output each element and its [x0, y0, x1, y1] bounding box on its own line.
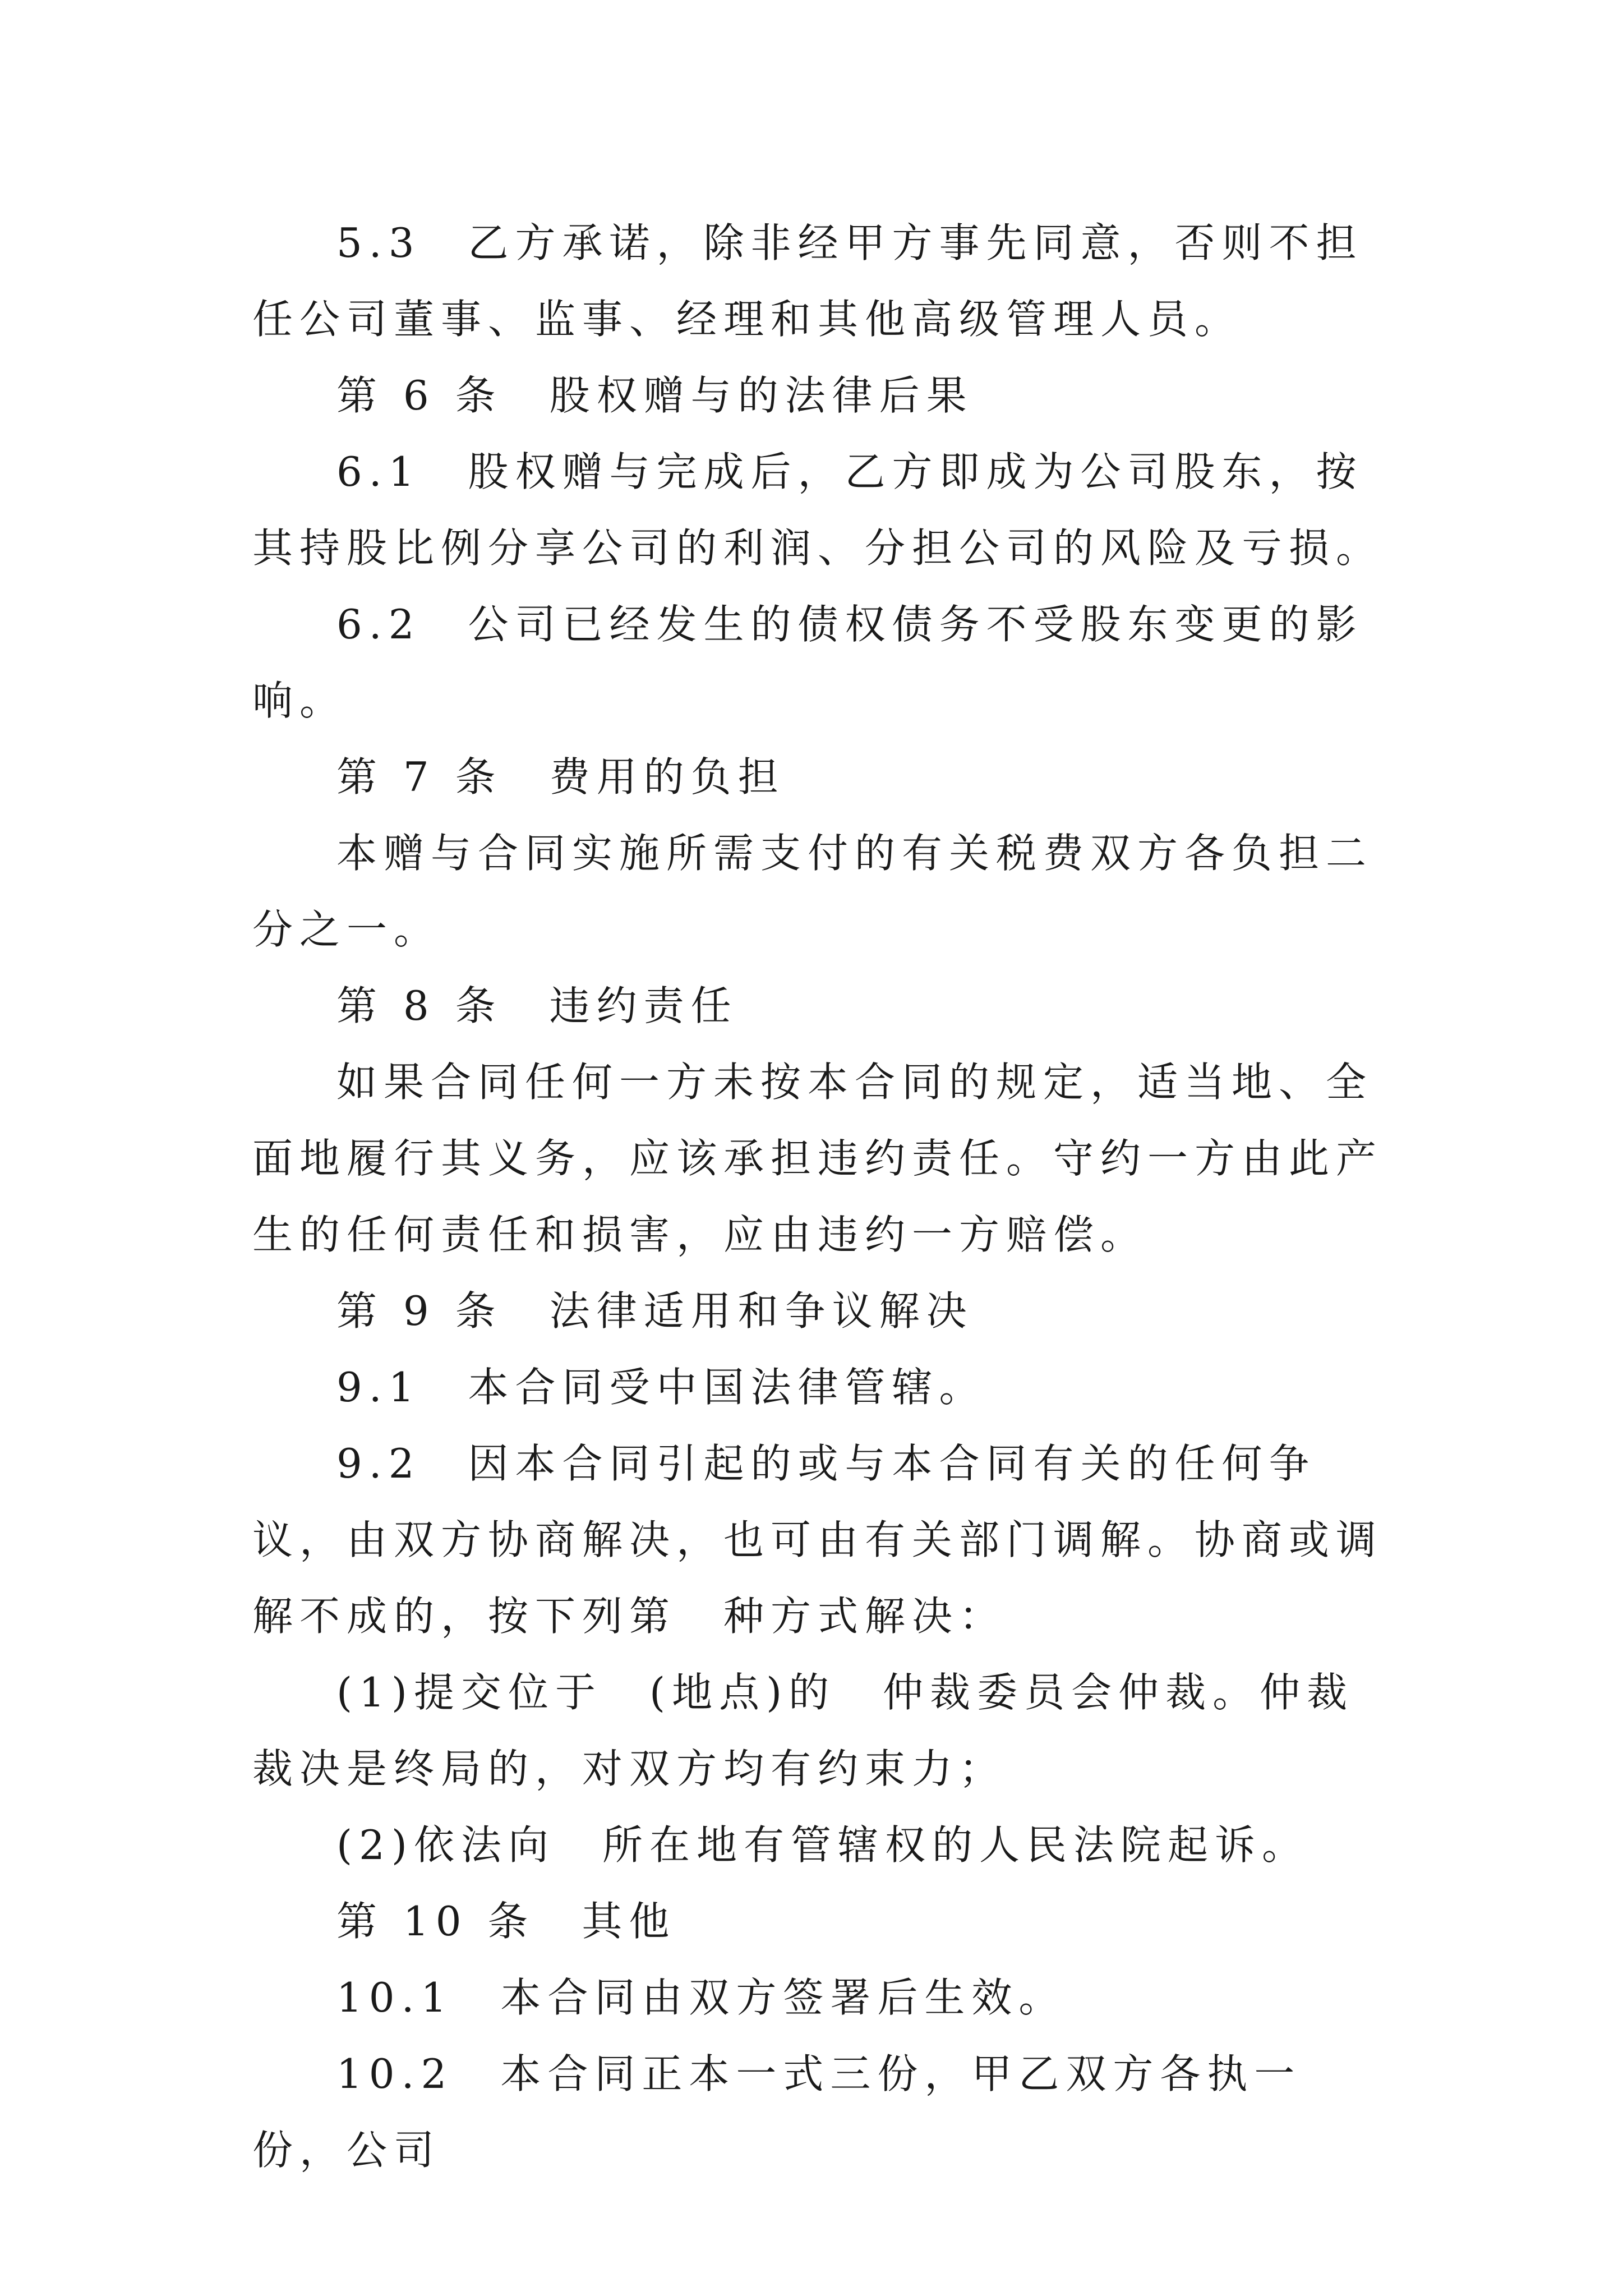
- document-body: [252, 205, 1385, 2188]
- clause-5-3: 5.3 乙方承诺，除非经甲方事先同意，否则不担任公司董事、监事、经理和其他高级管理人员。: [252, 219, 1363, 343]
- article-8-heading: 第 8 条 违约责任: [336, 982, 738, 1029]
- article-10-heading: 第 10 条 其他: [336, 1898, 676, 1945]
- article-7-heading: 第 7 条 费用的负担: [336, 753, 785, 800]
- dispute-option-2: (2)依法向 所在地有管辖权的人民法院起诉。: [336, 1821, 1309, 1869]
- clause-6-2: 6.2 公司已经发生的债权债务不受股东变更的影响。: [252, 601, 1363, 724]
- article-9-heading: 第 9 条 法律适用和争议解决: [336, 1287, 974, 1335]
- clause-10-1: 10.1 本合同由双方签署后生效。: [336, 1974, 1066, 2021]
- clause-9-2: 9.2 因本合同引起的或与本合同有关的任何争议，由双方协商解决，也可由有关部门调解。协商或调解不成的，按下列第 种方式解决：: [252, 1440, 1384, 1640]
- article-6-heading: 第 6 条 股权赠与的法律后果: [336, 372, 974, 419]
- article-8-text: 如果合同任何一方未按本合同的规定，适当地、全面地履行其义务，应该承担违约责任。守约一方由此产生的任何责任和损害，应由违约一方赔偿。: [252, 1059, 1384, 1258]
- dispute-option-1: (1)提交位于 (地点)的 仲裁委员会仲裁。仲裁裁决是终局的，对双方均有约束力；: [252, 1669, 1354, 1792]
- clause-9-1: 9.1 本合同受中国法律管辖。: [336, 1364, 986, 1411]
- article-7-text: 本赠与合同实施所需支付的有关税费双方各负担二分之一。: [252, 830, 1373, 953]
- clause-6-1: 6.1 股权赠与完成后，乙方即成为公司股东，按其持股比例分享公司的利润、分担公司的风险及亏损。: [252, 448, 1384, 572]
- clause-10-2: 10.2 本合同正本一式三份，甲乙双方各执一份，公司: [252, 2050, 1302, 2174]
